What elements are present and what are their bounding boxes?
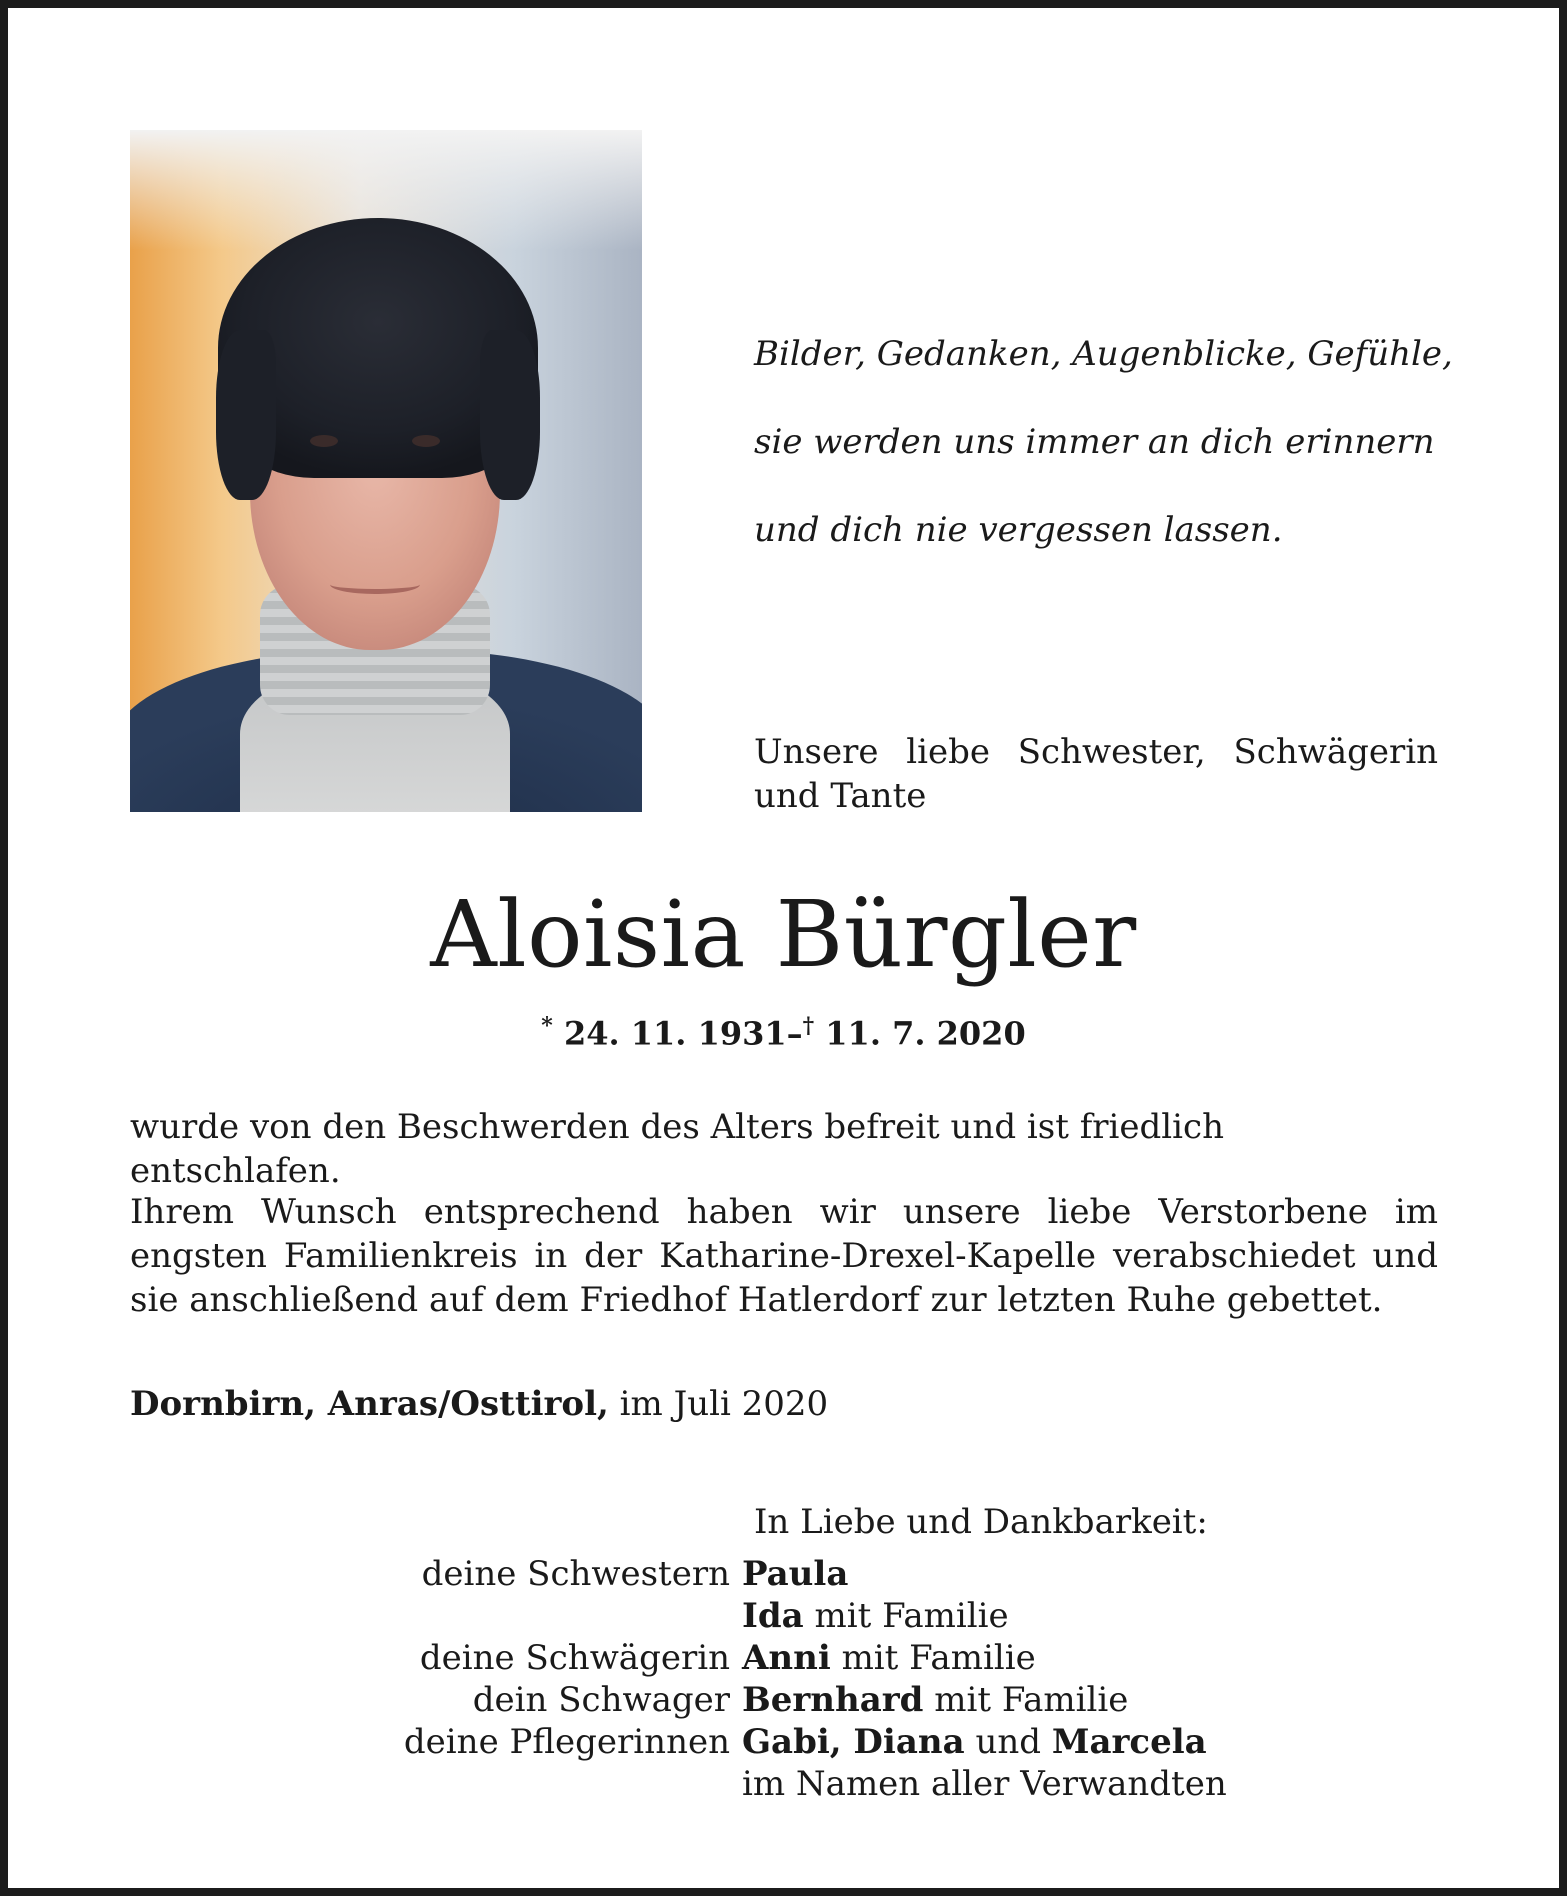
photo-hair-right bbox=[480, 330, 540, 500]
place-date-line bbox=[130, 1382, 1438, 1426]
mourner-row bbox=[130, 1637, 1438, 1679]
mourner-names bbox=[742, 1763, 1438, 1805]
mourner-name: Marcela bbox=[1051, 1722, 1207, 1762]
mourner-relation: dein Schwager bbox=[472, 1680, 730, 1720]
photo-eye-right bbox=[412, 435, 440, 447]
quote-line: sie werden uns immer an dich erinnern bbox=[754, 422, 1435, 462]
mourner-relation: deine Schwestern bbox=[421, 1554, 730, 1594]
mourner-names bbox=[742, 1553, 1438, 1595]
mourner-suffix: im Namen aller Verwandten bbox=[742, 1764, 1227, 1804]
quote-line: und dich nie vergessen lassen. bbox=[754, 510, 1283, 550]
mourner-suffix: mit Familie bbox=[934, 1680, 1129, 1720]
quote-line: Bilder, Gedanken, Augenblicke, Gefühle, bbox=[754, 334, 1453, 374]
photo-eye-left bbox=[310, 435, 338, 447]
mourner-row bbox=[130, 1553, 1438, 1595]
portrait-photo bbox=[130, 130, 642, 812]
photo-hair-left bbox=[216, 330, 276, 500]
place-date: im Juli 2020 bbox=[619, 1384, 829, 1424]
mourner-relation: deine Schwägerin bbox=[419, 1638, 730, 1678]
mourner-name: Gabi, Diana bbox=[742, 1722, 965, 1762]
mourner-suffix: mit Familie bbox=[814, 1596, 1009, 1636]
mourner-name: Bernhard bbox=[742, 1680, 924, 1720]
mourner-name: Anni bbox=[742, 1638, 831, 1678]
mourner-relation: deine Pflegerinnen bbox=[403, 1722, 730, 1762]
closing-line: In Liebe und Dankbarkeit: bbox=[754, 1502, 1208, 1542]
place-locations: Dornbirn, Anras/Osttirol, bbox=[130, 1384, 609, 1424]
photo-mouth bbox=[330, 575, 420, 594]
mourner-suffix: mit Familie bbox=[841, 1638, 1036, 1678]
mourner-names bbox=[742, 1637, 1438, 1679]
mourner-row bbox=[130, 1679, 1438, 1721]
birth-date: 24. 11. 1931 bbox=[563, 1014, 787, 1053]
birth-symbol: * bbox=[541, 1013, 553, 1039]
body-paragraph-1: wurde von den Beschwerden des Alters befreit und ist friedlich entschlafen. bbox=[130, 1107, 1224, 1191]
mourner-names bbox=[742, 1595, 1438, 1637]
mourner-name: Paula bbox=[742, 1554, 849, 1594]
intro-text: Unsere liebe Schwester, Schwägerin und Tante bbox=[754, 732, 1438, 816]
life-dates bbox=[0, 1006, 1567, 1054]
mourner-row bbox=[130, 1721, 1438, 1763]
memorial-quote bbox=[754, 288, 1474, 596]
mourner-row bbox=[130, 1763, 1438, 1805]
mourner-conjunction: und bbox=[975, 1722, 1041, 1762]
mourner-name: Ida bbox=[742, 1596, 804, 1636]
mourner-row bbox=[130, 1595, 1438, 1637]
mourner-names bbox=[742, 1721, 1438, 1763]
death-date: 11. 7. 2020 bbox=[825, 1014, 1026, 1053]
deceased-name: Aloisia Bürgler bbox=[430, 881, 1137, 988]
date-separator: – bbox=[786, 1014, 803, 1053]
mourners-list bbox=[130, 1553, 1438, 1805]
mourner-relation bbox=[130, 1763, 742, 1805]
death-symbol: † bbox=[802, 1013, 815, 1039]
mourner-relation bbox=[130, 1595, 742, 1637]
mourner-names bbox=[742, 1679, 1438, 1721]
body-paragraph-2: Ihrem Wunsch entsprechend haben wir unsere liebe Verstorbene im engsten Familienkreis in der Katharine-Drexel-Kapelle verabschiedet und sie anschließend auf dem Friedhof Hatlerdorf zur letzten Ruhe gebettet. bbox=[130, 1192, 1438, 1320]
